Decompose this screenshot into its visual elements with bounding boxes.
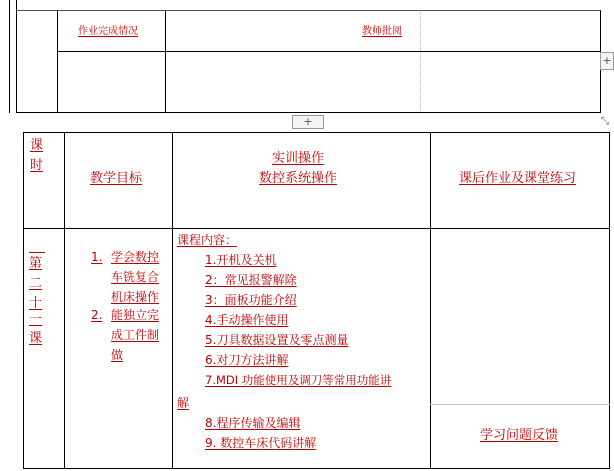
resize-handle-icon[interactable]: ⤡ (601, 116, 609, 127)
content-item: 9. 数控车床代码讲解 (205, 436, 317, 450)
content-item: 7.MDI 功能使用及调刀等常用功能讲 (205, 373, 392, 387)
goal-line: 做 (111, 348, 124, 362)
goal-line: 学会数控 (111, 250, 160, 264)
teacher-review-label: 教师批阅 (362, 26, 402, 37)
goal-number: 2. (91, 308, 103, 322)
lesson-name-char: 课 (29, 331, 43, 346)
homework-label: 作业完成情况 (78, 26, 138, 37)
practice-header-subtitle: 数控系统操作 (259, 171, 338, 186)
content-item: 5.刀具数据设置及零点测量 (205, 333, 349, 347)
add-column-button[interactable]: + (600, 52, 614, 70)
content-item-wrap: 解 (177, 396, 190, 410)
learning-feedback-label: 学习问题反馈 (480, 428, 559, 443)
lesson-name-char: 一 (29, 312, 43, 327)
lesson-hours-header-char-2: 时 (30, 158, 44, 173)
after-class-header: 课后作业及课堂练习 (459, 171, 577, 186)
lesson-hours-header-char-1: 课 (30, 138, 44, 153)
content-item: 3：面板功能介绍 (205, 293, 297, 307)
goal-line: 机床操作 (111, 290, 160, 304)
lesson-name-char: 第 (29, 256, 43, 271)
goal-number: 1. (91, 250, 103, 264)
goal-line: 车铣复合 (111, 270, 160, 284)
content-item: 4.手动操作使用 (205, 313, 289, 327)
lesson-name-char: 二 (29, 276, 43, 291)
content-item: 2：常见报警解除 (205, 273, 297, 287)
practice-header-title: 实训操作 (272, 151, 325, 166)
teaching-goals-header: 教学目标 (90, 171, 143, 186)
goal-line: 成工件制 (111, 328, 160, 342)
course-content-label: 课程内容： (177, 233, 238, 247)
add-row-button[interactable]: + (292, 115, 324, 129)
content-item: 6.对刀方法讲解 (205, 353, 289, 367)
content-item: 8.程序传输及编辑 (205, 416, 301, 430)
goal-line: 能独立完 (111, 308, 160, 322)
content-item: 1.开机及关机 (205, 253, 277, 267)
lesson-name-char: 十 (29, 296, 43, 311)
